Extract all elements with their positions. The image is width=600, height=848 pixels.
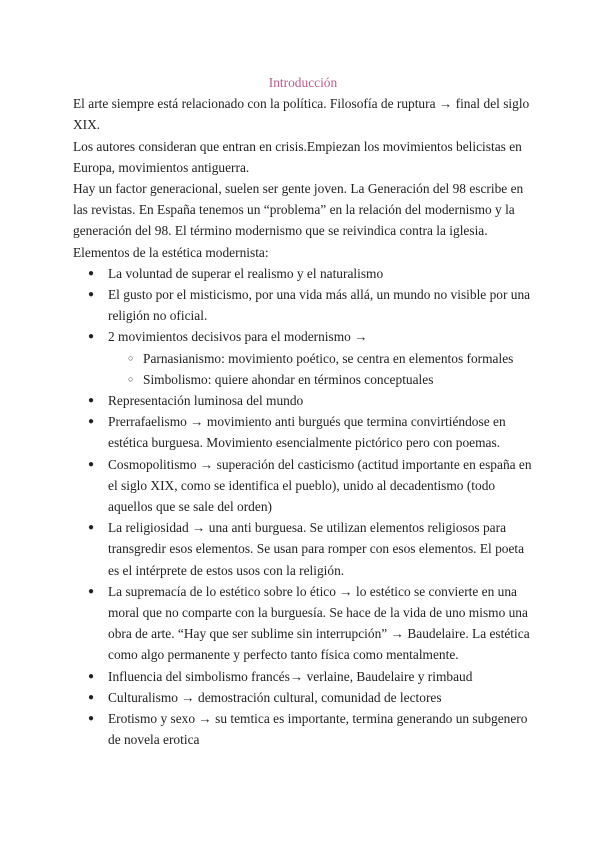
list-item [73, 687, 533, 708]
list-item-text: Cosmopolitismo → superación del casticismo (actitud importante en españa en el siglo XIX, como se identifica el pueblo), unido al decadentismo (todo aquellos que se sale del orden) [108, 456, 532, 515]
bullet-list [73, 263, 533, 751]
sub-list-item-text: Parnasianismo: movimiento poético, se centra en elementos formales [143, 350, 514, 366]
list-item-text: Representación luminosa del mundo [108, 393, 304, 409]
list-item-text: Culturalismo → demostración cultural, comunidad de lectores [108, 689, 442, 705]
list-item-text: La supremacía de lo estético sobre lo ético → lo estético se convierte en una moral que no comparte con la burguesía. Se hace de la vida de uno mismo una obra de arte. “Hay que ser sublime sin interrupción” → Baudelaire. La estética como algo permanente y perfecto tanto física como mentalmente. [108, 583, 530, 663]
list-item [73, 666, 533, 687]
list-item [73, 390, 533, 411]
list-item [73, 581, 533, 666]
list-item-text: Erotismo y sexo → su temtica es importante, termina generando un subgenero de novela erotica [108, 711, 528, 748]
sub-list-item-text: Simbolismo: quiere ahondar en términos conceptuales [143, 371, 434, 387]
sub-bullet-icon: ○ [128, 373, 134, 384]
sub-bullet-icon: ○ [128, 352, 134, 363]
list-item [73, 411, 533, 453]
list-item [73, 454, 533, 518]
list-item [73, 263, 533, 284]
list-heading: Elementos de la estética modernista: [73, 244, 269, 260]
sub-list-item [108, 369, 533, 390]
bullet-icon: ● [88, 670, 95, 682]
list-item [73, 326, 533, 390]
list-item-text: Influencia del simbolismo francés→ verlaine, Baudelaire y rimbaud [108, 668, 473, 684]
bullet-icon: ● [88, 713, 95, 725]
paragraph: El arte siempre está relacionado con la política. Filosofía de ruptura → final del siglo XIX. [73, 96, 530, 133]
bullet-icon: ● [88, 267, 95, 279]
list-item-text: Prerrafaelismo → movimiento anti burgués que termina convirtiéndose en estética burguesa. Movimiento esencialmente pictórico pero con poemas. [108, 414, 506, 451]
bullet-icon: ● [88, 395, 95, 407]
sub-list-item [108, 348, 533, 369]
list-item-text: La voluntad de superar el realismo y el naturalismo [108, 265, 384, 281]
bullet-icon: ● [88, 522, 95, 534]
bullet-icon: ● [88, 289, 95, 301]
bullet-icon: ● [88, 331, 95, 343]
list-item-text: El gusto por el misticismo, por una vida más allá, un mundo no visible por una religión no oficial. [108, 287, 531, 324]
list-item [73, 284, 533, 326]
bullet-icon: ● [88, 458, 95, 470]
list-item [73, 517, 533, 581]
list-item-text: La religiosidad → una anti burguesa. Se utilizan elementos religiosos para transgredir esos elementos. Se usan para romper con esos elementos. El poeta es el intérprete de estos usos con la religión. [108, 520, 525, 578]
document-content [73, 72, 533, 751]
bullet-icon: ● [88, 691, 95, 703]
sub-bullet-list [108, 348, 533, 390]
paragraph: Hay un factor generacional, suelen ser gente joven. La Generación del 98 escribe en las revistas. En España tenemos un “problema” en la relación del modernismo y la generación del 98. El término modernismo que se reivindica contra la iglesia. [73, 181, 524, 239]
bullet-icon: ● [88, 585, 95, 597]
list-item-text: 2 movimientos decisivos para el modernismo → [108, 329, 368, 345]
page-title: Introducción [268, 75, 338, 90]
list-item [73, 708, 533, 750]
bullet-icon: ● [88, 416, 95, 428]
paragraph: Los autores consideran que entran en crisis.Empiezan los movimientos belicistas en Europa, movimientos antiguerra. [73, 138, 522, 175]
